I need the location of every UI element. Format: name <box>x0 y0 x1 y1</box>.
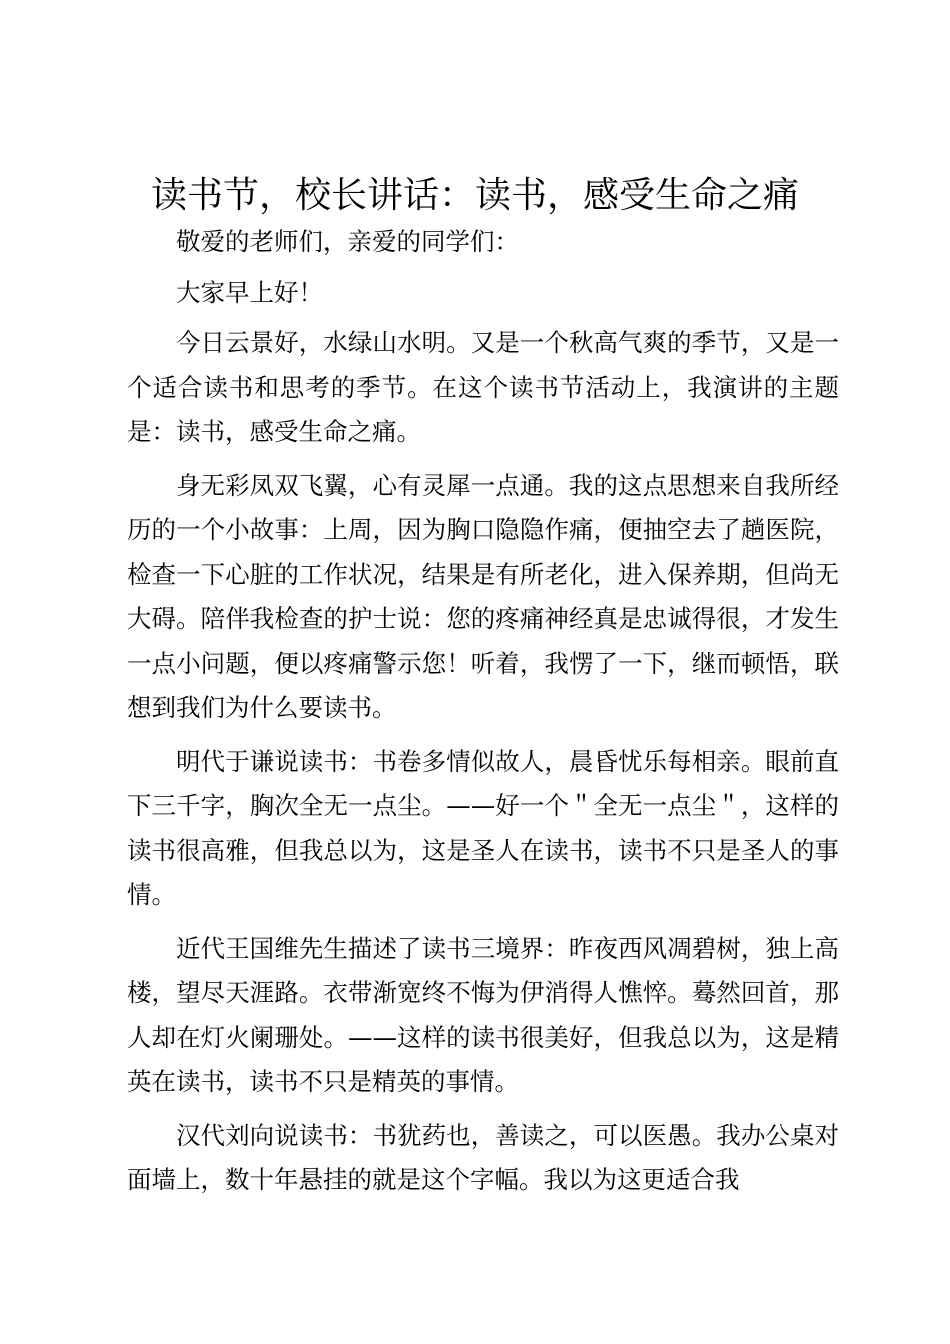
body-paragraph-1: 今日云景好，水绿山水明。又是一个秋高气爽的季节，又是一个适合读书和思考的季节。在这个读书节活动上，我演讲的主题是：读书，感受生命之痛。 <box>127 328 839 446</box>
body-paragraph-3: 明代于谦说读书：书卷多情似故人，晨昏忧乐每相亲。眼前直下三千字，胸次全无一点尘。——好一个＂全无一点尘＂，这样的读书很高雅，但我总以为，这是圣人在读书，读书不只是圣人的事情。 <box>127 746 839 909</box>
body-paragraph-5: 汉代刘向说读书：书犹药也，善读之，可以医愚。我办公桌对面墙上，数十年悬挂的就是这个字幅。我以为这更适合我 <box>127 1120 839 1194</box>
document-title: 读书节，校长讲话：读书，感受生命之痛 <box>150 175 799 216</box>
greeting-paragraph: 敬爱的老师们，亲爱的同学们： <box>176 227 519 256</box>
opening-paragraph: 大家早上好！ <box>176 277 323 307</box>
body-paragraph-4: 近代王国维先生描述了读书三境界：昨夜西风凋碧树，独上高楼，望尽天涯路。衣带渐宽终不悔为伊消得人憔悴。蓦然回首，那人却在灯火阑珊处。——这样的读书很美好，但我总以为，这是精英在读书，读书不只是精英的事情。 <box>127 933 839 1096</box>
body-paragraph-2: 身无彩凤双飞翼，心有灵犀一点通。我的这点思想来自我所经历的一个小故事：上周，因为胸口隐隐作痛，便抽空去了趟医院，检查一下心脏的工作状况，结果是有所老化，进入保养期，但尚无大碍。陪伴我检查的护士说：您的疼痛神经真是忠诚得很，才发生一点小问题，便以疼痛警示您！听着，我愣了一下，继而顿悟，联想到我们为什么要读书。 <box>127 470 839 722</box>
document-body <box>127 220 839 1212</box>
